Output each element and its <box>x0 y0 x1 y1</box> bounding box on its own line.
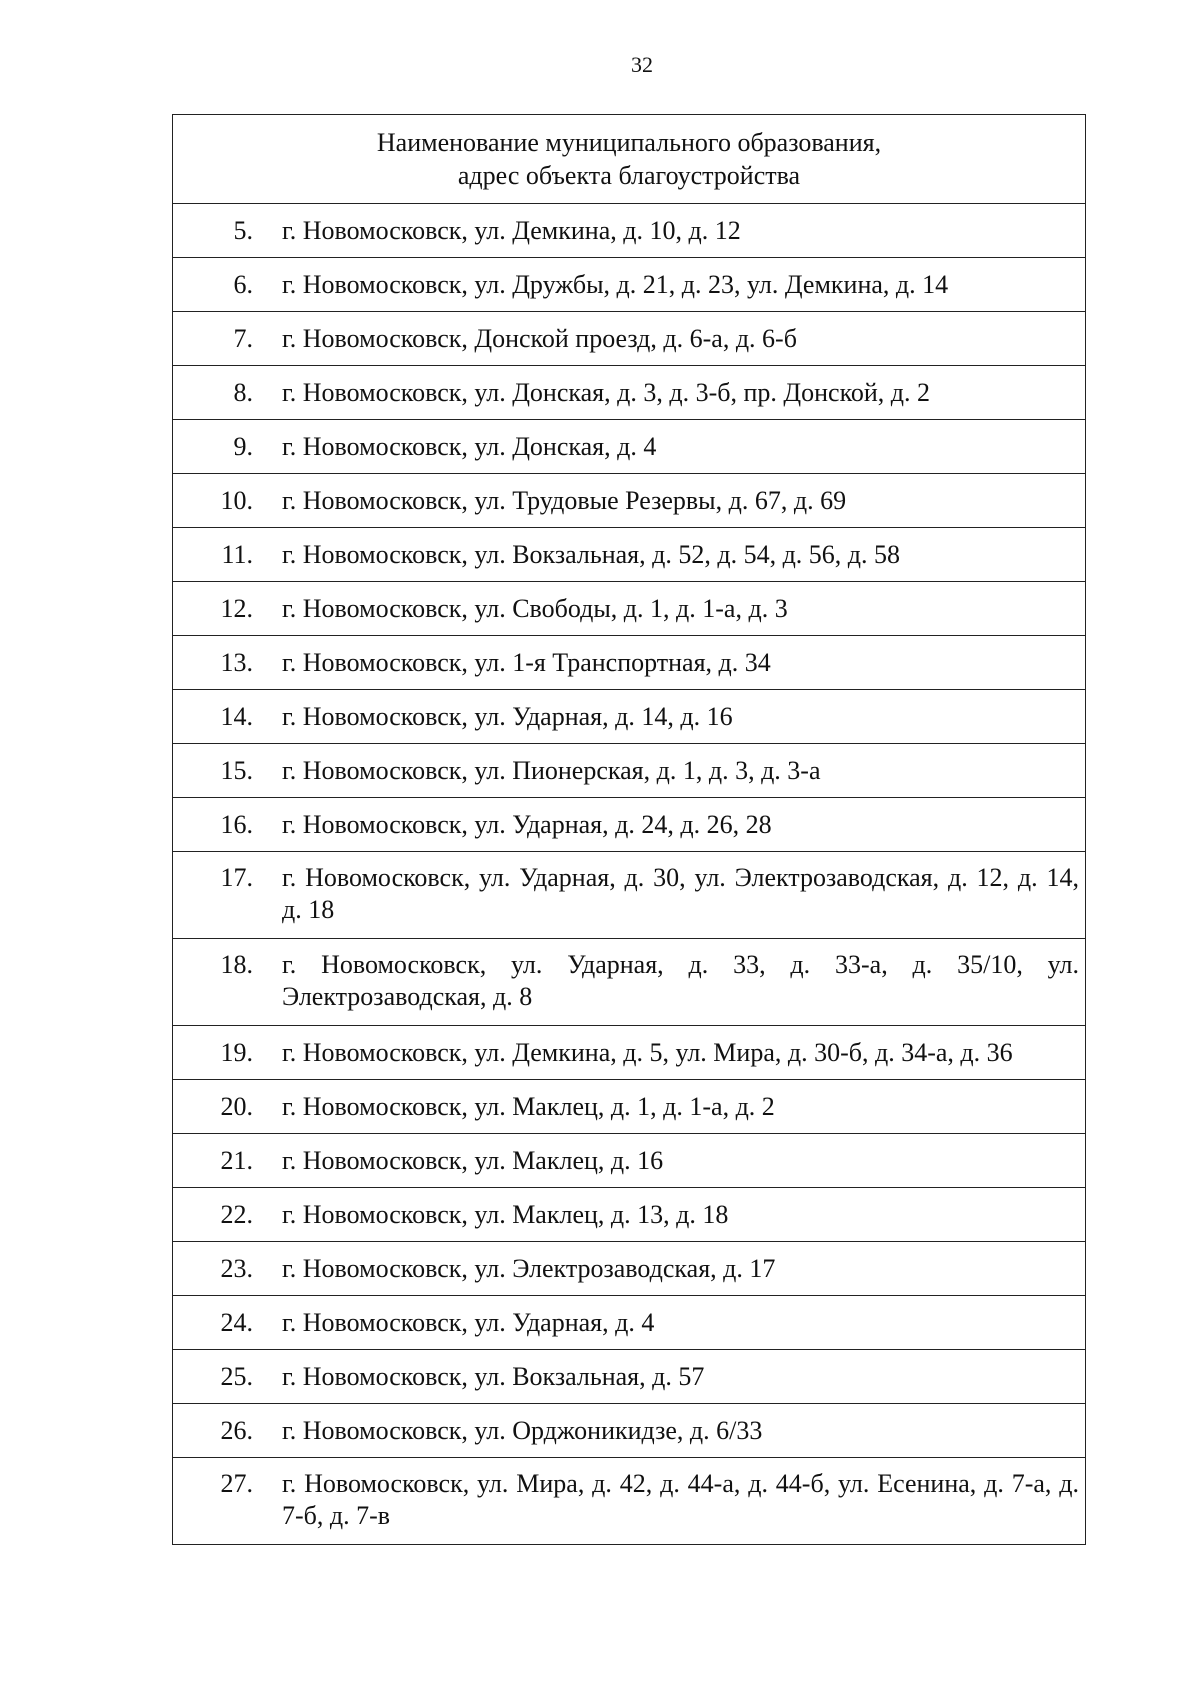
row-number: 11. <box>221 540 253 569</box>
row-number: 13. <box>220 648 253 677</box>
table-row <box>173 852 1086 939</box>
table-row <box>173 1350 1086 1404</box>
row-number: 8. <box>233 378 253 407</box>
table-row <box>173 528 1086 582</box>
table-row <box>173 1296 1086 1350</box>
table-row <box>173 420 1086 474</box>
table-row <box>173 258 1086 312</box>
row-number: 27. <box>220 1469 253 1498</box>
table-row <box>173 1242 1086 1296</box>
row-address: г. Новомосковск, ул. Ударная, д. 14, д. 16 <box>282 702 733 731</box>
row-address: г. Новомосковск, ул. Демкина, д. 5, ул. Мира, д. 30-б, д. 34-а, д. 36 <box>282 1038 1013 1067</box>
row-number: 15. <box>220 756 253 785</box>
row-number: 5. <box>233 216 253 245</box>
row-number: 25. <box>220 1362 253 1391</box>
row-address: г. Новомосковск, ул. Вокзальная, д. 52, д. 54, д. 56, д. 58 <box>282 540 901 569</box>
row-number: 17. <box>220 863 253 892</box>
header-line-1: Наименование муниципального образования, <box>376 128 882 157</box>
row-address: г. Новомосковск, ул. Дружбы, д. 21, д. 23, ул. Демкина, д. 14 <box>282 270 949 299</box>
table-row <box>173 744 1086 798</box>
row-address: г. Новомосковск, ул. Донская, д. 3, д. 3-б, пр. Донской, д. 2 <box>282 378 931 407</box>
row-number: 14. <box>220 702 253 731</box>
row-number: 23. <box>220 1254 253 1283</box>
table-row <box>173 636 1086 690</box>
row-address: г. Новомосковск, ул. Мира, д. 42, д. 44-а, д. 44-б, ул. Есенина, д. 7-а, д. 7-б, д. 7-в <box>282 1469 1079 1530</box>
row-number: 16. <box>220 810 253 839</box>
addresses-table <box>172 114 1086 1545</box>
row-number: 10. <box>220 486 253 515</box>
row-number: 9. <box>233 432 253 461</box>
row-address: г. Новомосковск, ул. Маклец, д. 1, д. 1-а, д. 2 <box>282 1092 775 1121</box>
row-address: г. Новомосковск, ул. Маклец, д. 13, д. 18 <box>282 1200 729 1229</box>
row-number: 22. <box>220 1200 253 1229</box>
row-number: 26. <box>220 1416 253 1445</box>
table-row <box>173 582 1086 636</box>
table-row <box>173 939 1086 1026</box>
row-address: г. Новомосковск, ул. Маклец, д. 16 <box>282 1146 664 1175</box>
row-number: 12. <box>220 594 253 623</box>
row-number: 6. <box>233 270 253 299</box>
table-row <box>173 1080 1086 1134</box>
table-row <box>173 1134 1086 1188</box>
table-row <box>173 312 1086 366</box>
row-number: 18. <box>220 950 253 979</box>
row-number: 19. <box>220 1038 253 1067</box>
row-address: г. Новомосковск, ул. Пионерская, д. 1, д. 3, д. 3-а <box>282 756 821 785</box>
row-number: 24. <box>220 1308 253 1337</box>
table-row <box>173 366 1086 420</box>
row-address: г. Новомосковск, ул. Донская, д. 4 <box>282 432 657 461</box>
row-address: г. Новомосковск, ул. Ударная, д. 4 <box>282 1308 655 1337</box>
table-row <box>173 474 1086 528</box>
table-row <box>173 1458 1086 1545</box>
header-line-2: адрес объекта благоустройства <box>457 161 801 190</box>
table-row <box>173 1188 1086 1242</box>
row-address: г. Новомосковск, ул. Электрозаводская, д. 17 <box>282 1254 776 1283</box>
row-number: 21. <box>220 1146 253 1175</box>
row-address: г. Новомосковск, ул. Свободы, д. 1, д. 1-а, д. 3 <box>282 594 788 623</box>
row-address: г. Новомосковск, ул. Ударная, д. 30, ул. Электрозаводская, д. 12, д. 14, д. 18 <box>282 863 1079 924</box>
row-address: г. Новомосковск, ул. Ударная, д. 24, д. 26, 28 <box>282 810 772 839</box>
row-address: г. Новомосковск, ул. Ударная, д. 33, д. 33-а, д. 35/10, ул. Электрозаводская, д. 8 <box>282 950 1079 1011</box>
row-number: 20. <box>220 1092 253 1121</box>
table-row <box>173 1404 1086 1458</box>
table-header-row <box>173 115 1086 204</box>
page-number: 32 <box>631 52 653 77</box>
row-address: г. Новомосковск, ул. Орджоникидзе, д. 6/33 <box>282 1416 763 1445</box>
table-row <box>173 204 1086 258</box>
row-number: 7. <box>233 324 253 353</box>
row-address: г. Новомосковск, ул. 1-я Транспортная, д. 34 <box>282 648 771 677</box>
table-row <box>173 690 1086 744</box>
row-address: г. Новомосковск, ул. Демкина, д. 10, д. 12 <box>282 216 741 245</box>
table-row <box>173 798 1086 852</box>
row-address: г. Новомосковск, Донской проезд, д. 6-а, д. 6-б <box>282 324 797 353</box>
row-address: г. Новомосковск, ул. Вокзальная, д. 57 <box>282 1362 705 1391</box>
table-row <box>173 1026 1086 1080</box>
row-address: г. Новомосковск, ул. Трудовые Резервы, д. 67, д. 69 <box>282 486 847 515</box>
table-header-cell <box>173 115 1086 204</box>
